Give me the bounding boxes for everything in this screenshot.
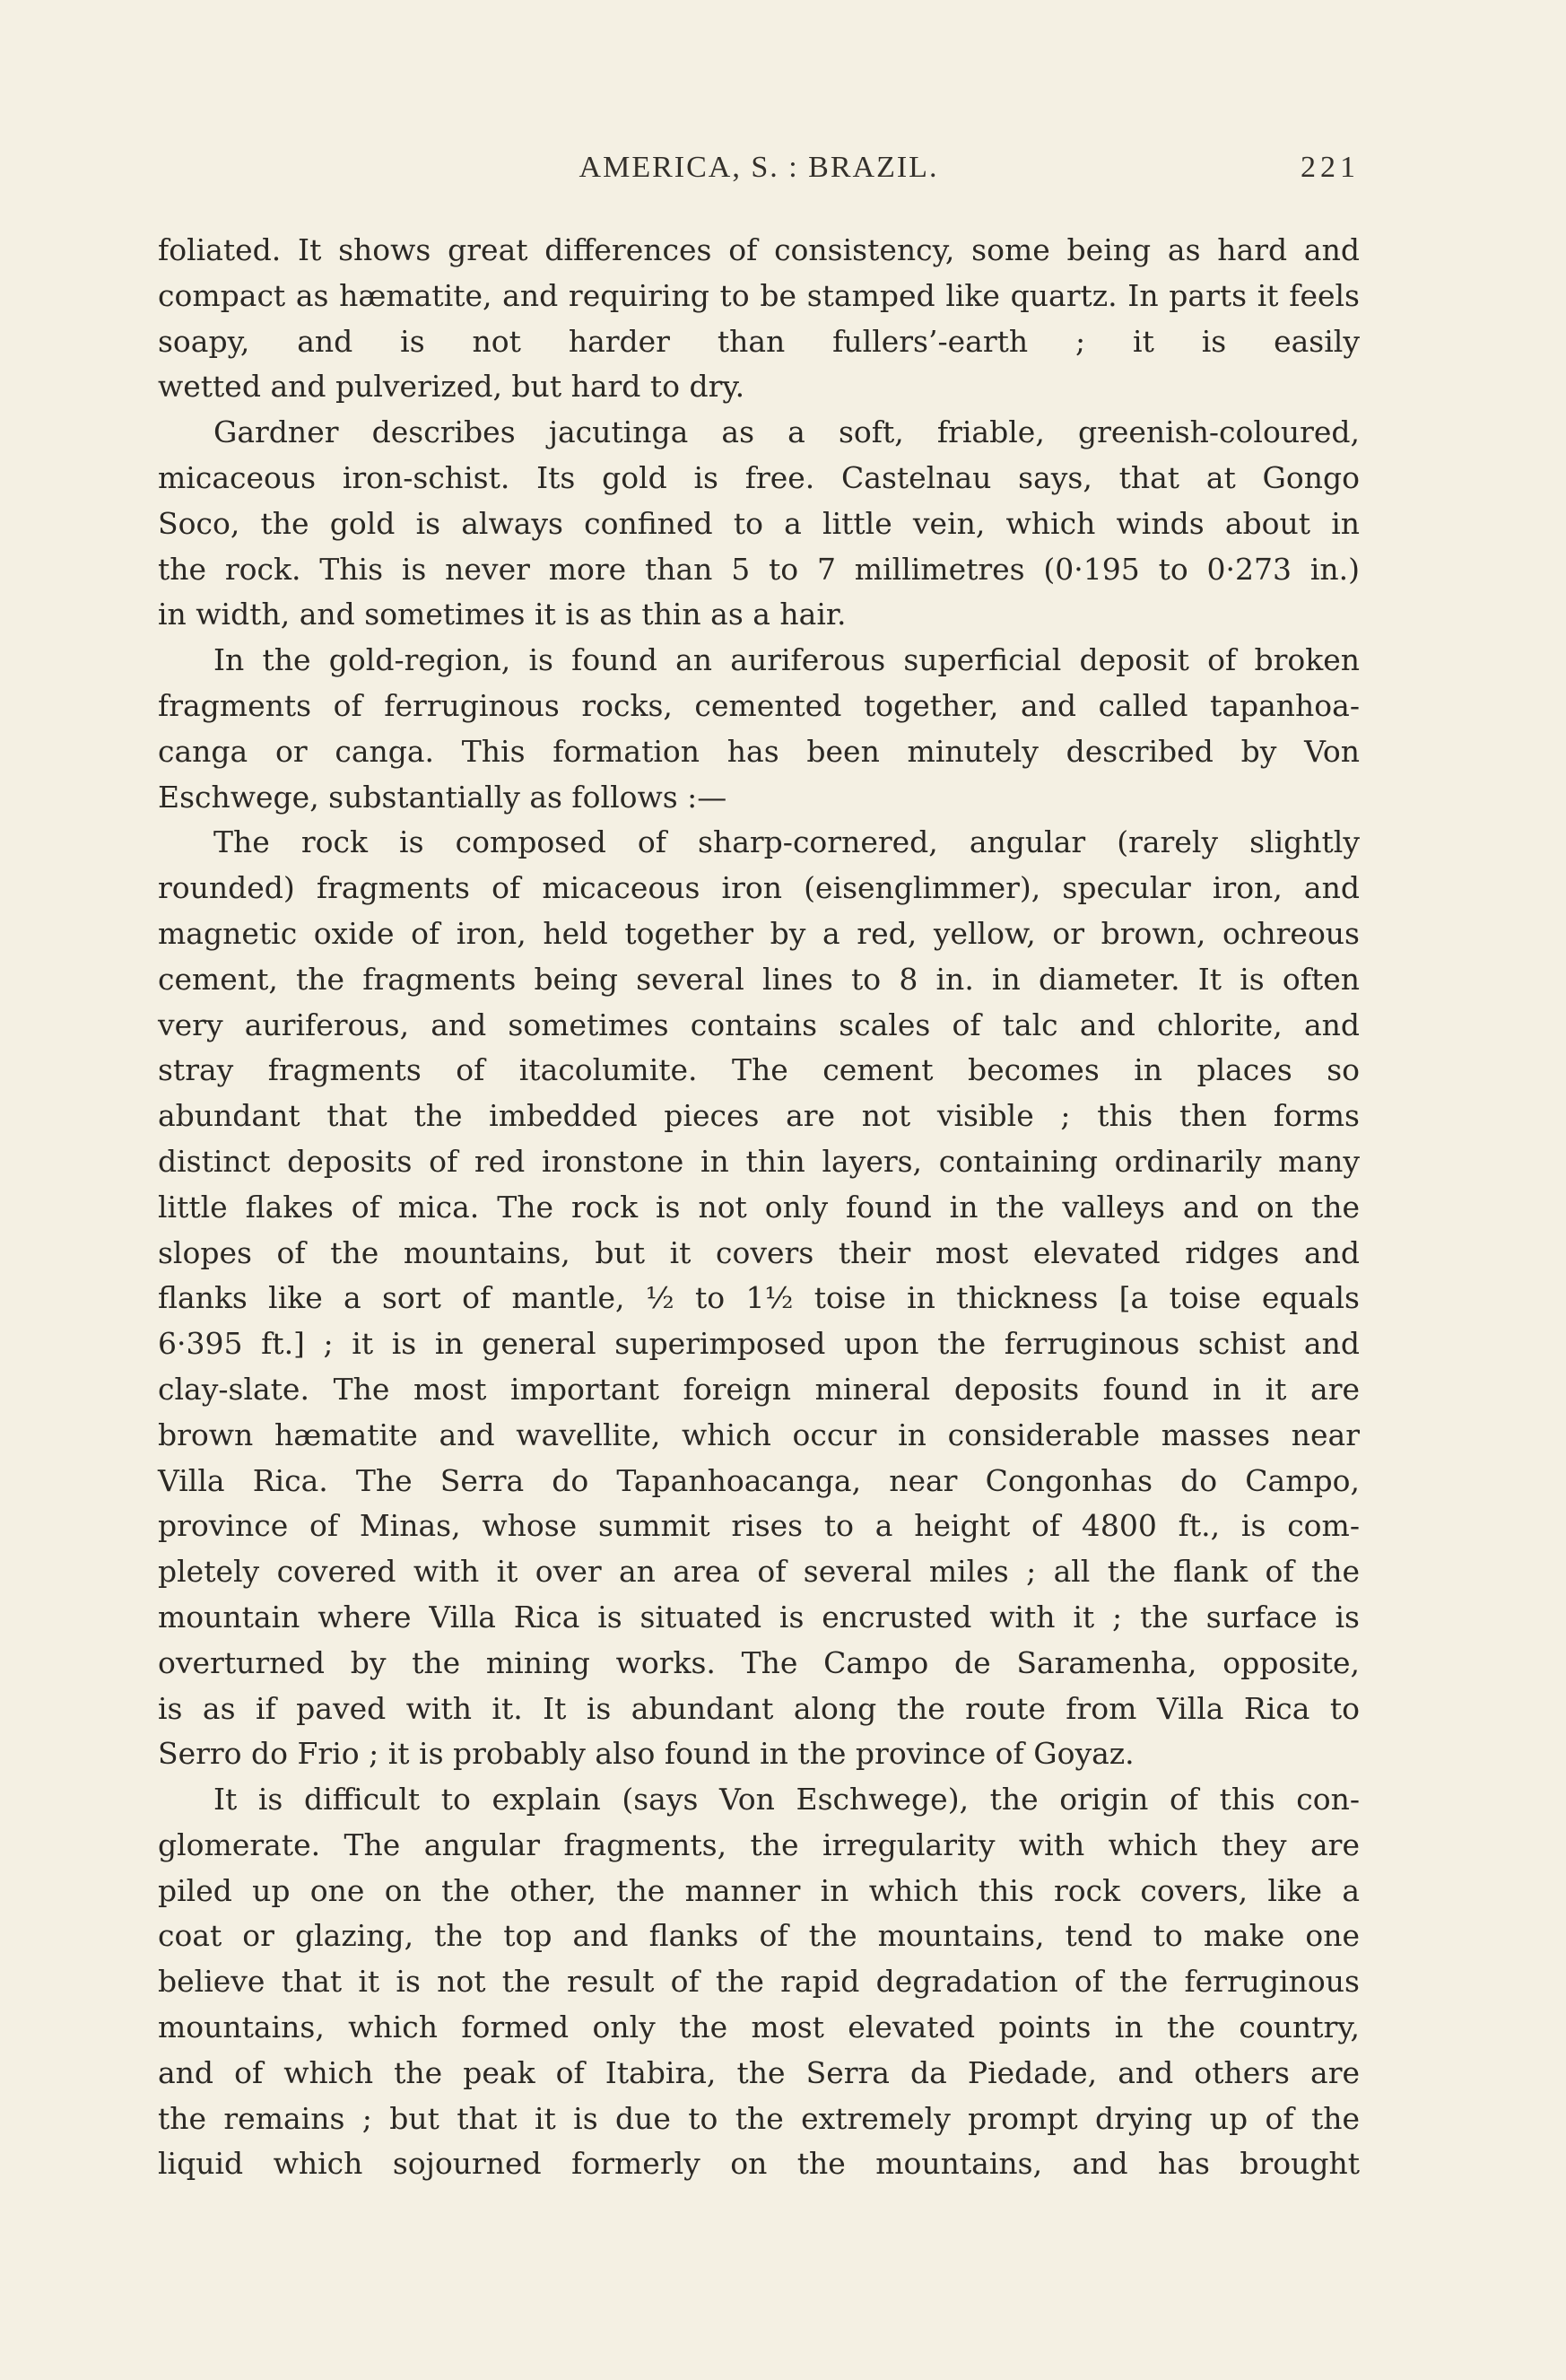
text-line: province of Minas, whose summit rises to a height of 4800 ft., is com- [158,1508,1360,1544]
text-line: In parts it feels soapy, and is not harder than fullers’-earth ; it is easily [158,277,1360,359]
text-line: cement, the fragments being several lines to 8 in. in diameter. It is often [158,961,1360,997]
text-line: and of which the peak of Itabira, the Serra da Piedade, and others are [158,2054,1360,2090]
text-line: In the gold-region, is found an auriferous superficial deposit of broken [213,642,1360,678]
paragraph [158,2097,1360,2142]
text-line: overturned by the mining works. The Campo de Saramenha, opposite, [158,1644,1360,1680]
running-head [158,151,1360,194]
paragraph [158,1595,1360,1641]
text-line: believe that it is not the result of the rapid degradation of the ferruginous [158,1964,1360,2000]
text-line: rounded) fragments of micaceous iron (eisenglimmer), specular iron, and [158,870,1360,906]
paragraph [158,820,1360,866]
paragraph [158,501,1360,547]
text-line: abundant that the imbedded pieces are not visible ; this then forms [158,1098,1360,1134]
paragraph [158,228,1360,364]
text-line: canga or canga. This formation has been minutely described by Von [158,733,1360,769]
body-text [158,228,1360,2187]
paragraph [158,1139,1360,1185]
paragraph [158,1823,1360,1869]
paragraph [158,1048,1360,1094]
text-line: the remains ; but that it is due to the extremely prompt drying up of the [158,2100,1360,2136]
paragraph [158,1185,1360,1231]
paragraph-end [158,1731,1360,1777]
paragraph [158,729,1360,775]
text-line: stray fragments of itacolumite. The cement becomes in places so [158,1052,1360,1088]
text-line: the rock. This is never more than 5 to 7 millimetres (0·195 to 0·273 in.) [158,551,1360,587]
text-line: foliated. It shows great differences of consistency, some being as hard [158,232,1288,267]
paragraph [158,2005,1360,2051]
text-line: little flakes of mica. The rock is not only found in the valleys and on the [158,1189,1360,1225]
paragraph [158,1959,1360,2005]
paragraph [158,866,1360,911]
text-line: Villa Rica. The Serra do Tapanhoacanga, near Congonhas do Campo, [158,1462,1360,1498]
text-line: The rock is composed of sharp-cornered, angular (rarely slightly [213,824,1360,860]
paragraph [158,1367,1360,1413]
text-line: piled up one on the other, the manner in which this rock covers, like a [158,1872,1360,1908]
text-line: Eschwege, substantially as follows :— [158,779,727,815]
paragraph [158,456,1360,501]
paragraph [158,1641,1360,1687]
text-line: micaceous iron-schist. Its gold is free. Castelnau says, that at Gongo [158,459,1360,495]
paragraph [158,638,1360,684]
paragraph [158,1094,1360,1139]
paragraph [158,1231,1360,1277]
text-line: distinct deposits of red ironstone in thin layers, containing ordinarily many [158,1143,1360,1179]
text-line: pletely covered with it over an area of several miles ; all the flank of the [158,1554,1360,1590]
paragraph [158,1321,1360,1367]
text-line: Serro do Frio ; it is probably also found in the province of Goyaz. [158,1736,1135,1772]
text-line: clay-slate. The most important foreign mineral deposits found in it are [158,1371,1360,1407]
paragraph [158,1914,1360,1959]
paragraph [158,1276,1360,1321]
paragraph-end [158,775,1360,821]
paragraph [158,1687,1360,1732]
paragraph [158,1549,1360,1595]
text-line: Soco, the gold is always confined to a little vein, which winds about in [158,505,1360,541]
text-line: glomerate. The angular fragments, the irregularity with which they are [158,1826,1360,1862]
text-line: in width, and sometimes it is as thin as a hair. [158,597,847,632]
paragraph [158,1459,1360,1504]
paragraph [158,1504,1360,1549]
paragraph-end [158,364,1360,410]
text-line: coat or glazing, the top and flanks of the mountains, tend to make one [158,1918,1360,1954]
text-line: is as if paved with it. It is abundant along the route from Villa Rica to [158,1690,1360,1726]
paragraph [158,2051,1360,2097]
text-line: fragments of ferruginous rocks, cemented together, and called tapanhoa- [158,687,1360,723]
paragraph [158,957,1360,1003]
paragraph [158,684,1360,729]
paragraph [158,1777,1360,1823]
paragraph [158,1869,1360,1914]
paragraph-end [158,592,1360,638]
paragraph [158,911,1360,957]
text-line: and compact as hæmatite, and requiring to be stamped like quartz. [158,232,1360,313]
page-number: 221 [1301,151,1360,184]
text-line: Gardner describes jacutinga as a soft, friable, greenish-coloured, [213,414,1360,450]
paragraph [158,547,1360,593]
text-line: very auriferous, and sometimes contains scales of talc and chlorite, and [158,1007,1360,1042]
paragraph [158,1413,1360,1459]
running-title: AMERICA, S. : BRAZIL. [579,151,939,184]
text-line: liquid which sojourned formerly on the mountains, and has brought [158,2146,1360,2182]
paragraph [158,1003,1360,1049]
text-line: flanks like a sort of mantle, ½ to 1½ toise in thickness [a toise equals [158,1280,1360,1316]
text-line: mountains, which formed only the most elevated points in the country, [158,2009,1360,2045]
text-line: 6·395 ft.] ; it is in general superimposed upon the ferruginous schist and [158,1326,1360,1362]
paragraph [158,2141,1360,2187]
paragraph [158,410,1360,456]
text-line: wetted and pulverized, but hard to dry. [158,369,745,405]
text-line: slopes of the mountains, but it covers their most elevated ridges and [158,1234,1360,1270]
text-line: mountain where Villa Rica is situated is encrusted with it ; the surface is [158,1599,1360,1635]
text-line: magnetic oxide of iron, held together by a red, yellow, or brown, ochreous [158,915,1360,951]
text-line: brown hæmatite and wavellite, which occur in considerable masses near [158,1417,1360,1452]
text-line: It is difficult to explain (says Von Eschwege), the origin of this con- [213,1782,1360,1818]
